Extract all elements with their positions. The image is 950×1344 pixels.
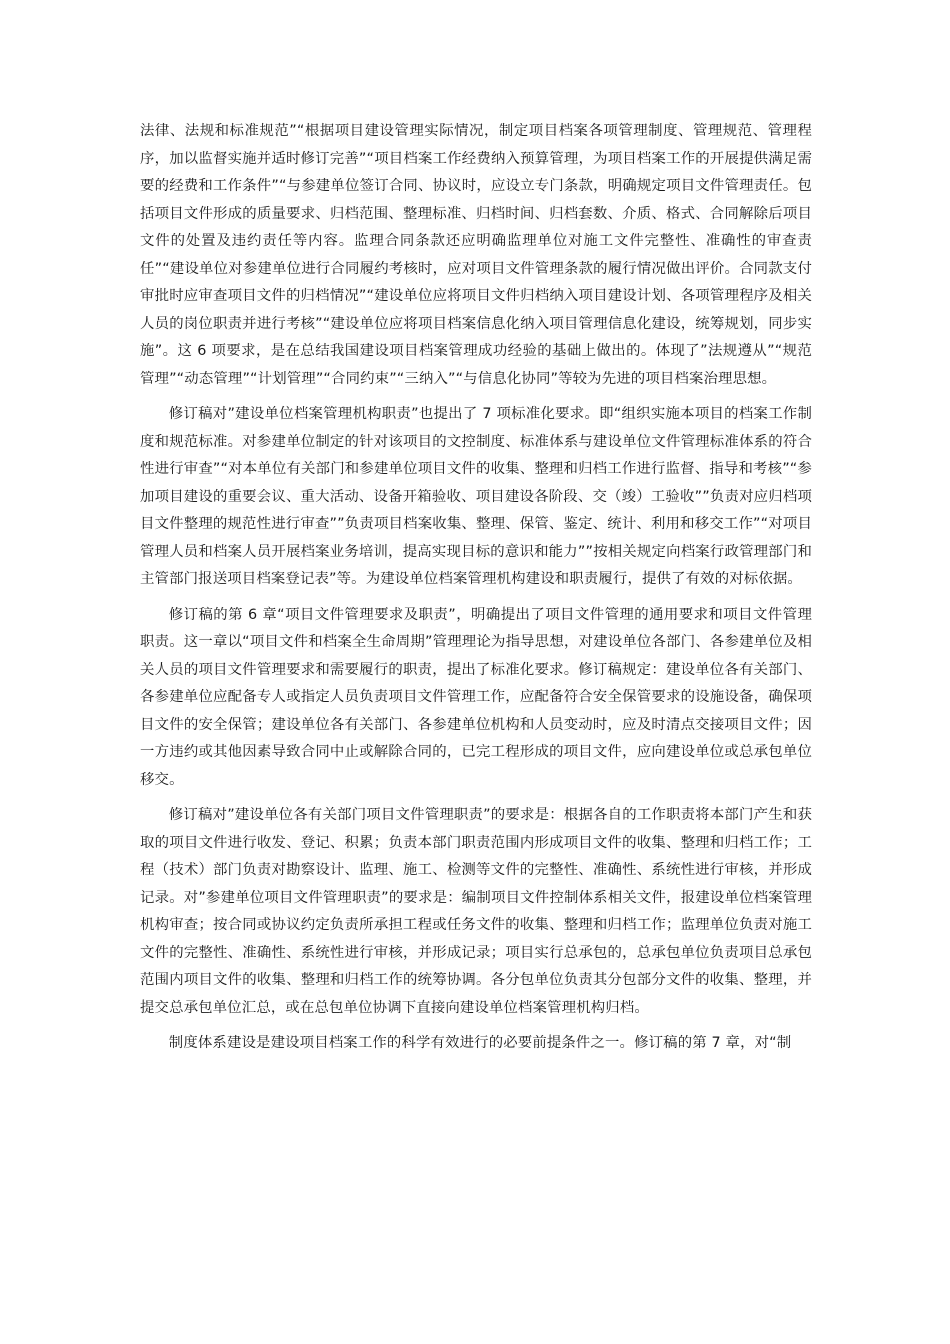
document-body	[140, 118, 812, 1058]
paragraph-2: 修订稿对”建设单位档案管理机构职责”也提出了 7 项标准化要求。即“组织实施本项目的档案工作制度和规范标准。对参建单位制定的针对该项目的文控制度、标准体系与建设单位文件管理标准体系的符合性进行审查”“对本单位有关部门和参建单位项目文件的收集、整理和归档工作进行监督、指导和考核”“参加项目建设的重要会议、重大活动、设备开箱验收、项目建设各阶段、交（竣）工验收””负责对应归档项目文件整理的规范性进行审查””负责项目档案收集、整理、保管、鉴定、统计、利用和移交工作”“对项目管理人员和档案人员开展档案业务培训，提高实现目标的意识和能力””按相关规定向档案行政管理部门和主管部门报送项目档案登记表”等。为建设单位档案管理机构建设和职责履行，提供了有效的对标依据。	[140, 406, 812, 587]
paragraph-5: 制度体系建设是建设项目档案工作的科学有效进行的必要前提条件之一。修订稿的第 7 章，对“制	[168, 1035, 792, 1051]
paragraph-4: 修订稿对”建设单位各有关部门项目文件管理职责”的要求是：根据各自的工作职责将本部门产生和获取的项目文件进行收发、登记、积累；负责本部门职责范围内形成项目文件的收集、整理和归档工作；工程（技术）部门负责对勘察设计、监理、施工、检测等文件的完整性、准确性、系统性进行审核，并形成记录。对”参建单位项目文件管理职责”的要求是：编制项目文件控制体系相关文件，报建设单位档案管理机构审查；按合同或协议约定负责所承担工程或任务文件的收集、整理和归档工作；监理单位负责对施工文件的完整性、准确性、系统性进行审核，并形成记录；项目实行总承包的，总承包单位负责项目总承包范围内项目文件的收集、整理和归档工作的统筹协调。各分包单位负责其分包部分文件的收集、整理，并提交总承包单位汇总，或在总包单位协调下直接向建设单位档案管理机构归档。	[140, 807, 812, 1016]
paragraph-1: 法律、法规和标准规范”“根据项目建设管理实际情况，制定项目档案各项管理制度、管理规范、管理程序，加以监督实施并适时修订完善”“项目档案工作经费纳入预算管理，为项目档案工作的开展提供满足需要的经费和工作条件”“与参建单位签订合同、协议时，应设立专门条款，明确规定项目文件管理责任。包括项目文件形成的质量要求、归档范围、整理标准、归档时间、归档套数、介质、格式、合同解除后项目文件的处置及违约责任等内容。监理合同条款还应明确监理单位对施工文件完整性、准确性的审查责任”“建设单位对参建单位进行合同履约考核时，应对项目文件管理条款的履行情况做出评价。合同款支付审批时应审查项目文件的归档情况”“建设单位应将项目文件归档纳入项目建设计划、各项管理程序及相关人员的岗位职责并进行考核”“建设单位应将项目档案信息化纳入项目管理信息化建设，统筹规划，同步实施”。这 6 项要求，是在总结我国建设项目档案管理成功经验的基础上做出的。体现了”法规遵从”“规范管理”“动态管理”“计划管理”“合同约束”“三纳入”“与信息化协同”等较为先进的项目档案治理思想。	[140, 123, 812, 387]
paragraph-3: 修订稿的第 6 章“项目文件管理要求及职责”，明确提出了项目文件管理的通用要求和项目文件管理职责。这一章以“项目文件和档案全生命周期”管理理论为指导思想，对建设单位各部门、各参建单位及相关人员的项目文件管理要求和需要履行的职责，提出了标准化要求。修订稿规定：建设单位各有关部门、各参建单位应配备专人或指定人员负责项目文件管理工作，应配备符合安全保管要求的设施设备，确保项目文件的安全保管；建设单位各有关部门、各参建单位机构和人员变动时，应及时清点交接项目文件；因一方违约或其他因素导致合同中止或解除合同的，已完工程形成的项目文件，应向建设单位或总承包单位移交。	[140, 606, 812, 788]
